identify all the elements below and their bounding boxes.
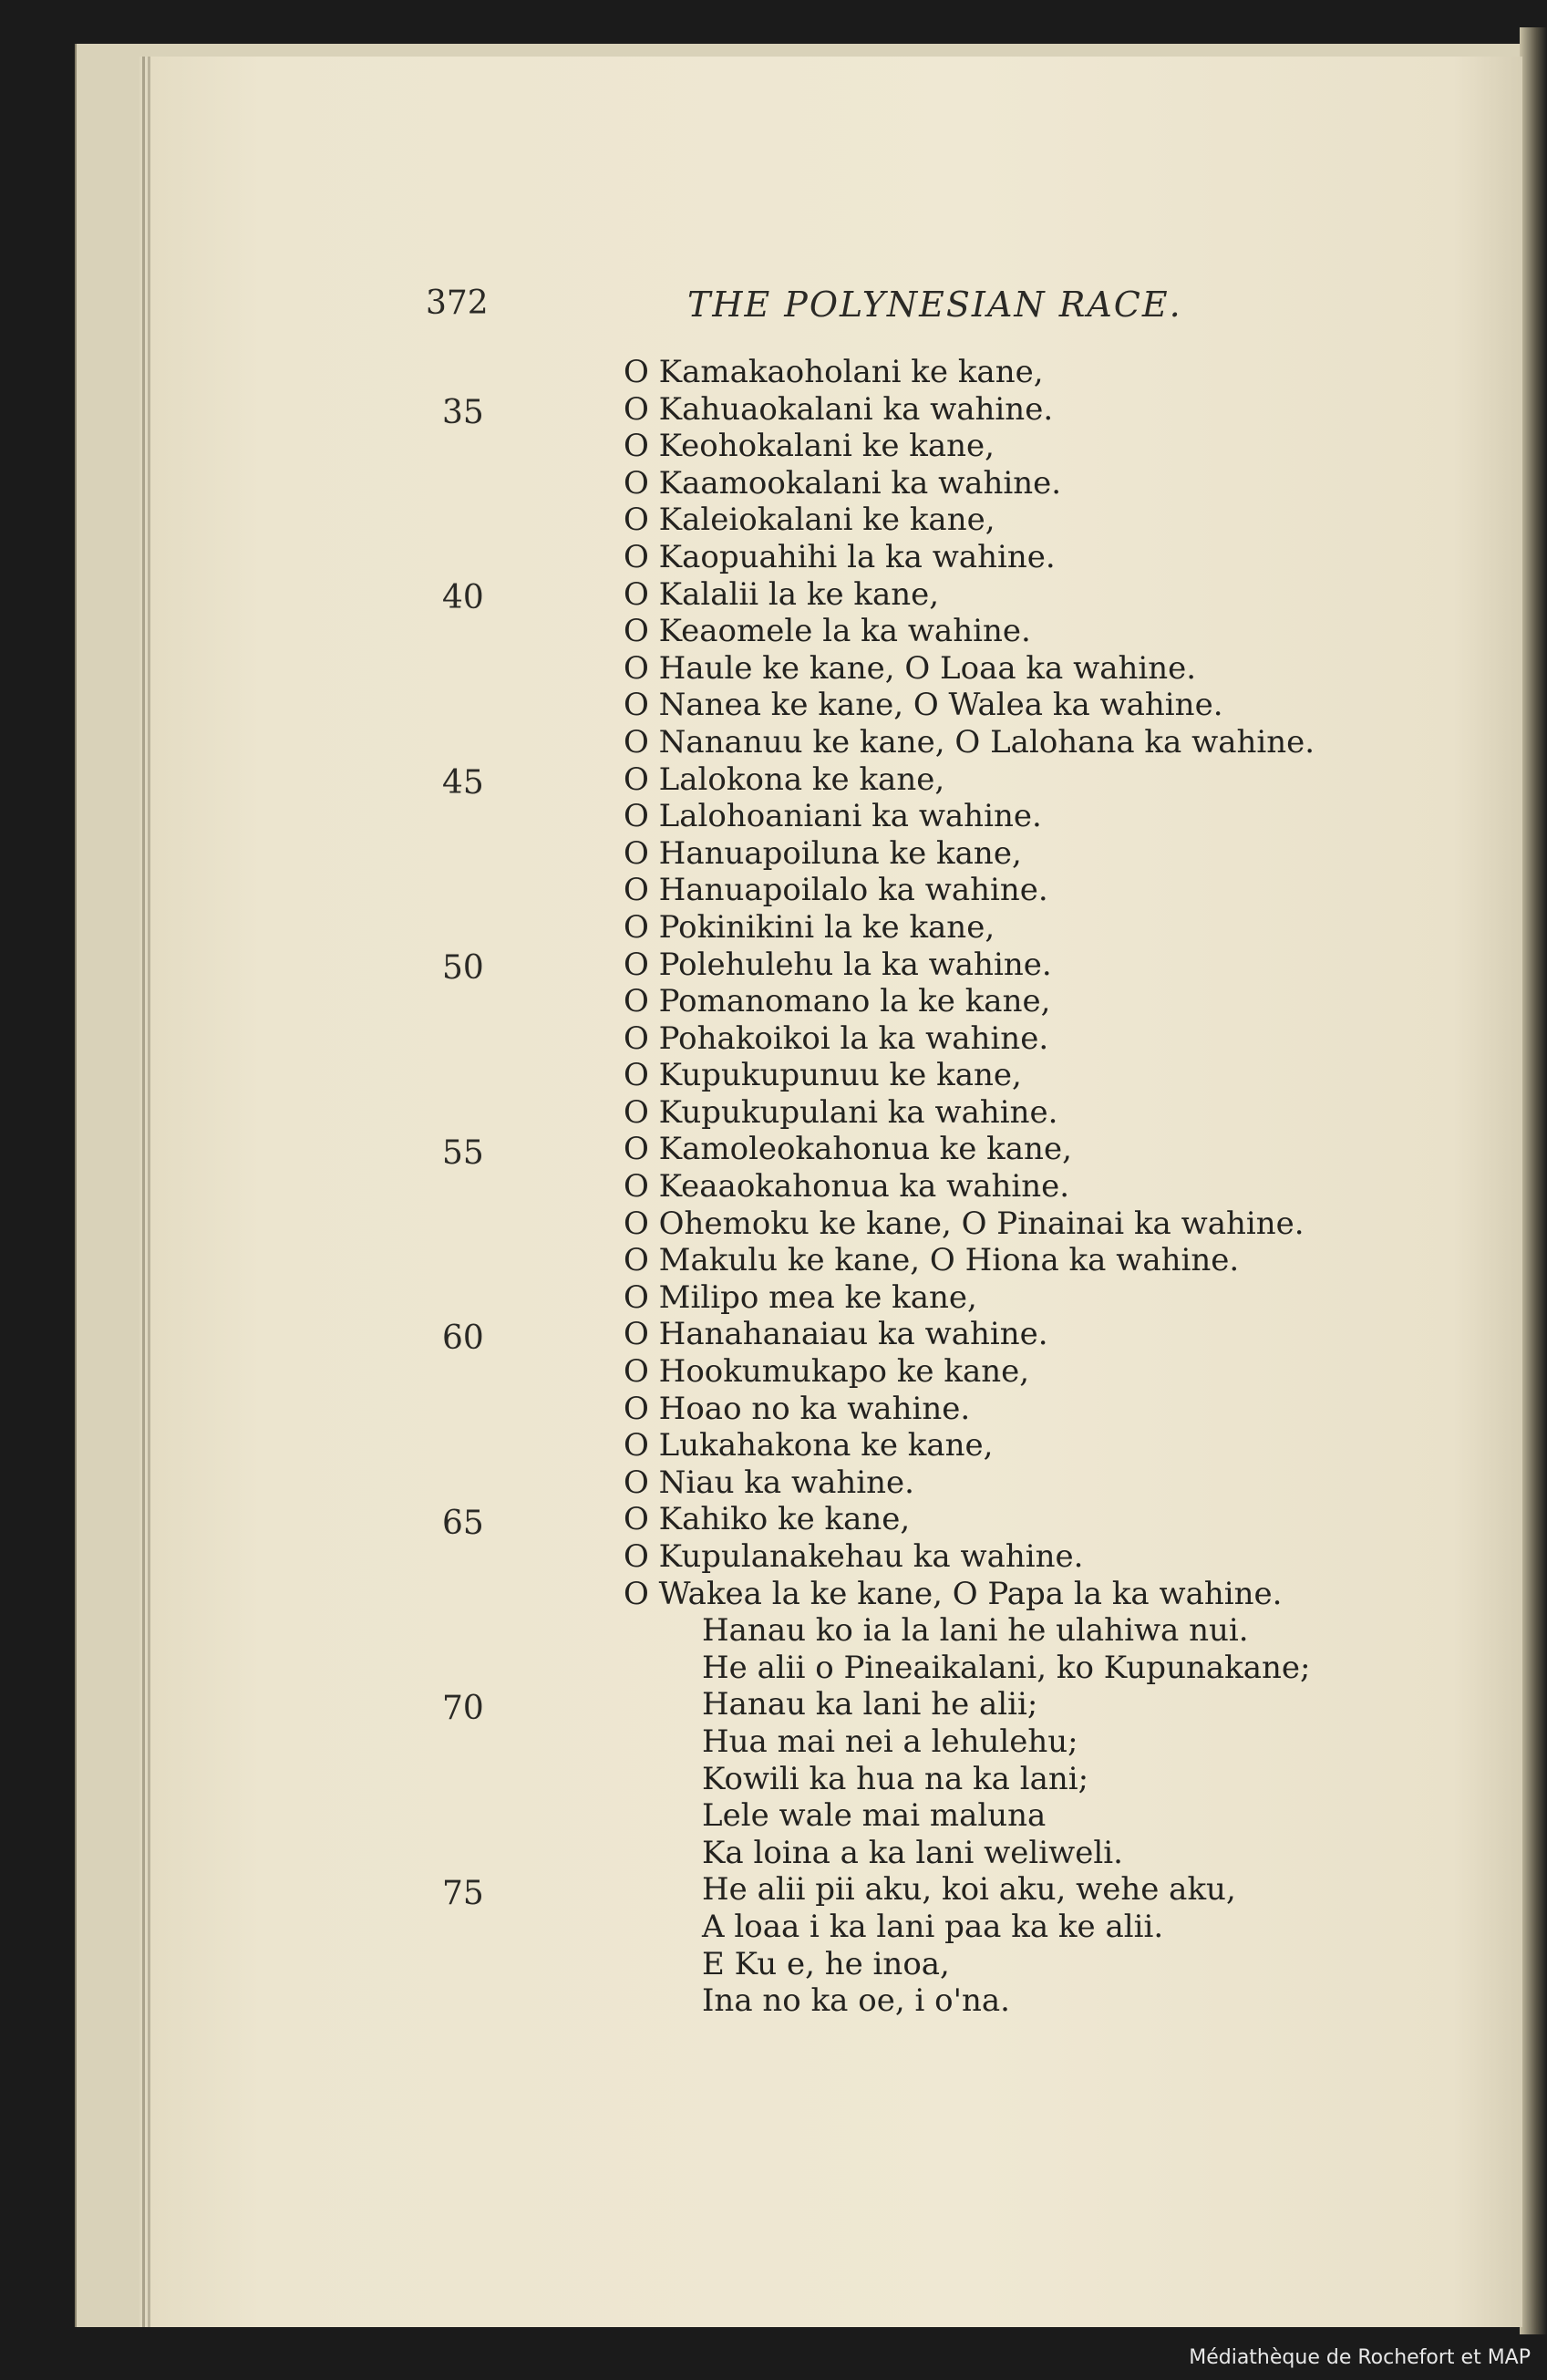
- verse-line: He alii o Pineaikalani, ko Kupunakane;: [702, 1649, 1311, 1686]
- verse-line: O Hanuapoilalo ka wahine.: [624, 872, 1048, 909]
- verse-line: O Keaaokahonua ka wahine.: [624, 1168, 1070, 1206]
- verse-line: O Nananuu ke kane, O Lalohana ka wahine.: [624, 723, 1315, 761]
- verse-line: O Kahiko ke kane,: [624, 1501, 911, 1538]
- verse-line: O Hoao no ka wahine.: [624, 1390, 971, 1427]
- verse-line: He alii pii aku, koi aku, wehe aku,: [702, 1871, 1236, 1909]
- verse-line: O Kamakaoholani ke kane,: [624, 354, 1044, 390]
- verse-line: O Hanahanaiau ka wahine.: [624, 1316, 1048, 1353]
- verse-list: [624, 354, 1315, 2020]
- verse-line: Hanau ka lani he alii;: [702, 1686, 1038, 1723]
- verse-line: O Lalohoaniani ka wahine.: [624, 798, 1042, 835]
- verse-line: O Ohemoku ke kane, O Pinainai ka wahine.: [624, 1205, 1305, 1242]
- verse-line: O Hanuapoiluna ke kane,: [624, 834, 1022, 872]
- book-spine: [1520, 27, 1547, 2334]
- page-number: 372: [426, 285, 489, 322]
- line-number: 35: [442, 394, 484, 431]
- verse-line: O Lalokona ke kane,: [624, 761, 945, 798]
- verse-line: Ina no ka oe, i o'na.: [702, 1982, 1010, 2020]
- line-number: 40: [442, 579, 484, 616]
- verse-line: O Hookumukapo ke kane,: [624, 1353, 1030, 1391]
- line-number: 70: [442, 1690, 484, 1727]
- line-number: 60: [442, 1319, 484, 1357]
- verse-line: A loaa i ka lani paa ka ke alii.: [702, 1908, 1164, 1945]
- verse-line: O Kaamookalani ka wahine.: [624, 464, 1062, 502]
- verse-line: Ka loina a ka lani weliweli.: [702, 1834, 1123, 1871]
- verse-line: Kowili ka hua na ka lani;: [702, 1760, 1089, 1797]
- verse-line: O Lukahakona ke kane,: [624, 1427, 994, 1464]
- verse-line: O Kupulanakehau ka wahine.: [624, 1538, 1084, 1575]
- verse-line: Lele wale mai maluna: [702, 1797, 1047, 1835]
- verse-line: O Niau ka wahine.: [624, 1464, 914, 1501]
- verse-line: O Kupukupulani ka wahine.: [624, 1093, 1058, 1131]
- verse-line: O Keaomele la ka wahine.: [624, 613, 1031, 650]
- verse-line: O Kalalii la ke kane,: [624, 575, 940, 613]
- verse-line: O Kahuaokalani ka wahine.: [624, 390, 1054, 428]
- verse-line: O Kaleiokalani ke kane,: [624, 502, 995, 539]
- verse-line: O Nanea ke kane, O Walea ka wahine.: [624, 687, 1223, 724]
- watermark: Médiathèque de Rochefort et MAP: [1189, 2346, 1531, 2369]
- verse-line: O Pomanomano la ke kane,: [624, 983, 1051, 1020]
- running-head: [426, 285, 1337, 330]
- verse-line: O Wakea la ke kane, O Papa la ka wahine.: [624, 1575, 1283, 1612]
- verse-line: O Milipo mea ke kane,: [624, 1278, 977, 1316]
- verse-line: O Haule ke kane, O Loaa ka wahine.: [624, 649, 1197, 687]
- verse-line: E Ku e, he inoa,: [702, 1945, 950, 1982]
- verse-line: Hua mai nei a lehulehu;: [702, 1723, 1078, 1760]
- line-number: 75: [442, 1875, 484, 1912]
- verse-line: O Makulu ke kane, O Hiona ka wahine.: [624, 1242, 1240, 1279]
- page-title: THE POLYNESIAN RACE.: [687, 285, 1182, 325]
- verse-line: O Pohakoikoi la ka wahine.: [624, 1019, 1049, 1057]
- verse-line: O Kaopuahihi la ka wahine.: [624, 538, 1056, 575]
- line-number: 50: [442, 949, 484, 987]
- verse-line: O Kamoleokahonua ke kane,: [624, 1131, 1072, 1168]
- line-number: 55: [442, 1134, 484, 1172]
- verse-line: O Kupukupunuu ke kane,: [624, 1057, 1022, 1094]
- verse-line: Hanau ko ia la lani he ulahiwa nui.: [702, 1612, 1249, 1650]
- verse-line: O Pokinikini la ke kane,: [624, 908, 995, 946]
- line-number: 65: [442, 1505, 484, 1542]
- verse-line: O Polehulehu la ka wahine.: [624, 946, 1052, 983]
- verse-line: O Keohokalani ke kane,: [624, 428, 995, 465]
- line-number: 45: [442, 764, 484, 802]
